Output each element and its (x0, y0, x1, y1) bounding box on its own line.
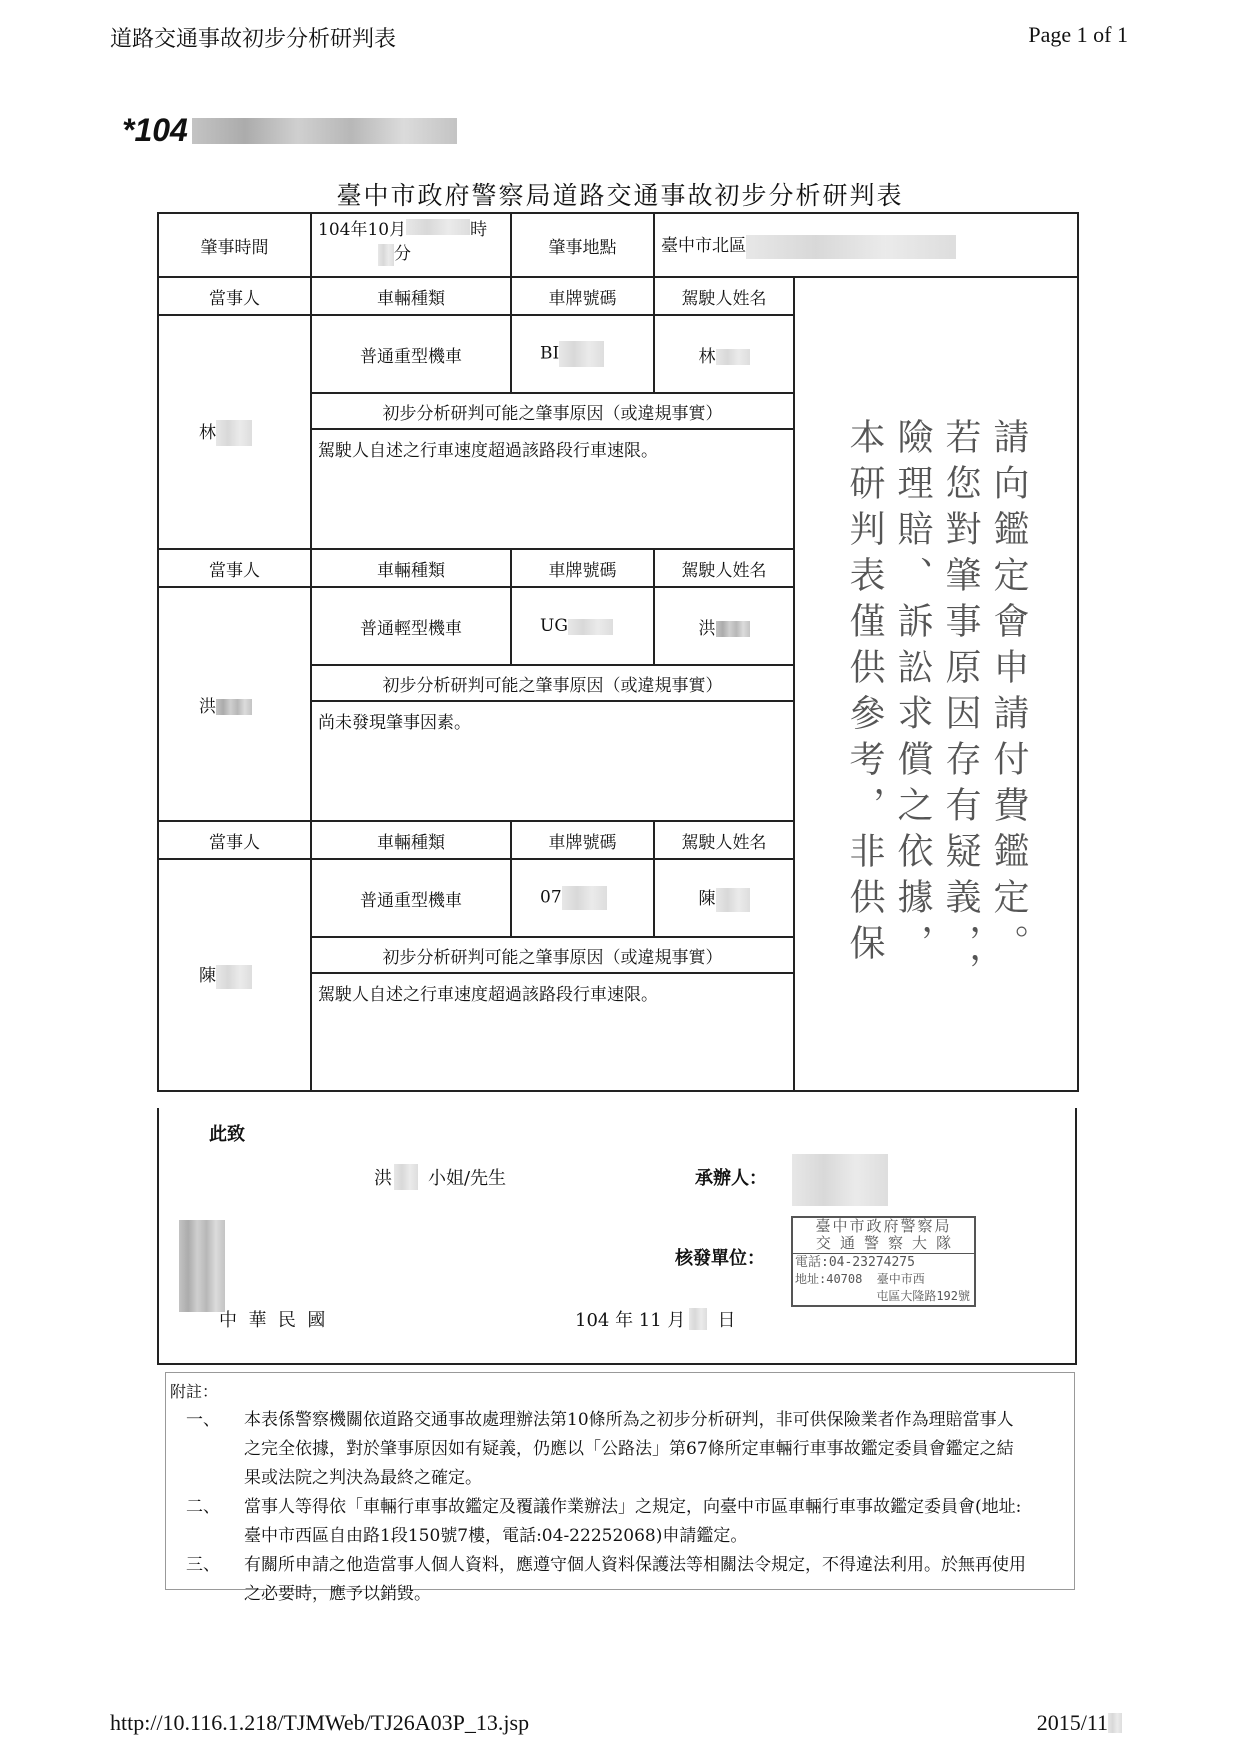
issuer-label: 核發單位： (675, 1248, 765, 1269)
stamp-phone: 電話:04-23274275 (795, 1255, 915, 1270)
plate-number: 07 (511, 859, 654, 937)
note-text: 本表係警察機關依道路交通事故處理辦法第10條所為之初步分析研判，非可供保險業者作為理賠當事人之完全依據，對於肇事原因如有疑義，仍應以「公路法」第67條所定車輛行車事故鑑定委員會鑑定之結果或法院之判決為最終之確定。 (244, 1410, 1014, 1488)
note-number: 一、 (186, 1410, 220, 1430)
print-footer-date: 2015/11 (1037, 1710, 1122, 1736)
driver-name-column-header: 駕駛人姓名 (654, 549, 794, 587)
note-number: 二、 (186, 1497, 220, 1517)
driver-name: 洪 (654, 587, 794, 665)
cause-text: 尚未發現肇事因素。 (311, 701, 794, 821)
vehicle-type-column-header: 車輛種類 (311, 549, 511, 587)
note-text: 有關所申請之他造當事人個人資料，應遵守個人資料保護法等相關法令規定，不得違法利用。於無再使用之必要時，應予以銷毀。 (244, 1555, 1026, 1604)
driver-name-column-header: 駕駛人姓名 (654, 277, 794, 315)
accident-analysis-table (157, 212, 1079, 1092)
driver-name: 陳 (654, 859, 794, 937)
party-name: 洪 (158, 587, 311, 821)
party-column-header: 當事人 (158, 821, 311, 859)
cause-text: 駕駛人自述之行車速度超過該路段行車速限。 (311, 429, 794, 549)
vehicle-type: 普通重型機車 (311, 859, 511, 937)
side-notice-line: 險理賠、訴訟求償之依據， (892, 418, 933, 970)
note-item (186, 1493, 1026, 1551)
handler-label: 承辦人： (695, 1168, 767, 1189)
redacted-document-number (192, 118, 457, 144)
print-header-title: 道路交通事故初步分析研判表 (110, 26, 397, 51)
plate-number: BI (511, 315, 654, 393)
party-name: 陳 (158, 859, 311, 1091)
notes-title: 附註： (170, 1382, 219, 1401)
form-title: 臺中市政府警察局道路交通事故初步分析研判表 (336, 181, 904, 210)
print-page-number: Page 1 of 1 (1028, 22, 1128, 47)
plate-number: UG (511, 587, 654, 665)
stamp-line: 交 通 警 察 大 隊 (793, 1235, 974, 1254)
plate-number-column-header: 車牌號碼 (511, 821, 654, 859)
party-column-header: 當事人 (158, 277, 311, 315)
party-header-row (158, 277, 1078, 315)
notes-section (165, 1372, 1075, 1604)
cause-header: 初步分析研判可能之肇事原因（或違規事實） (311, 665, 794, 701)
note-number: 三、 (186, 1555, 220, 1575)
recipient: 洪 小姐/先生 (374, 1164, 506, 1190)
side-notice-line: 請向鑑定會申請付費鑑定。 (988, 418, 1029, 970)
stamp-line: 臺中市政府警察局 (815, 1217, 952, 1235)
side-notice-line: 本研判表僅供參考，非供保 (844, 418, 885, 970)
vehicle-type: 普通重型機車 (311, 315, 511, 393)
accident-location-label: 肇事地點 (511, 213, 654, 277)
salutation: 此致 (209, 1124, 245, 1145)
print-footer-url: http://10.116.1.218/TJMWeb/TJ26A03P_13.jsp (110, 1710, 530, 1735)
accident-time-value: 104年10月 時 分 (311, 213, 511, 277)
accident-time-label: 肇事時間 (158, 213, 311, 277)
driver-name: 林 (654, 315, 794, 393)
issue-date: 104 年 11 月 日 (575, 1310, 736, 1331)
cause-text: 駕駛人自述之行車速度超過該路段行車速限。 (311, 973, 794, 1091)
note-item (186, 1406, 1026, 1493)
vehicle-type: 普通輕型機車 (311, 587, 511, 665)
party-column-header: 當事人 (158, 549, 311, 587)
side-notice (794, 277, 1078, 1091)
issuing-unit-stamp (791, 1216, 976, 1307)
stamp-address: 地址:40708 臺中市西 (795, 1272, 925, 1286)
cause-header: 初步分析研判可能之肇事原因（或違規事實） (311, 937, 794, 973)
redacted-seal (179, 1220, 225, 1312)
document-number-prefix: *104 (122, 112, 188, 148)
plate-number-column-header: 車牌號碼 (511, 549, 654, 587)
document-number (122, 112, 457, 149)
side-notice-line: 若您對肇事原因存有疑義，， (940, 418, 981, 998)
driver-name-column-header: 駕駛人姓名 (654, 821, 794, 859)
plate-number-column-header: 車牌號碼 (511, 277, 654, 315)
cause-header: 初步分析研判可能之肇事原因（或違規事實） (311, 393, 794, 429)
stamp-address: 屯區大隆路192號 (876, 1289, 970, 1303)
vehicle-type-column-header: 車輛種類 (311, 821, 511, 859)
party-name: 林 (158, 315, 311, 549)
note-item (186, 1551, 1026, 1609)
vehicle-type-column-header: 車輛種類 (311, 277, 511, 315)
redacted-handler-name (792, 1154, 888, 1206)
era-label: 中 華 民 國 (219, 1310, 326, 1331)
accident-location-value: 臺中市北區 (654, 213, 1078, 277)
note-text: 當事人等得依「車輛行車事故鑑定及覆議作業辦法」之規定，向臺中市區車輛行車事故鑑定委員會(地址:臺中市西區自由路1段150號7樓，電話:04-22252068)申請鑑定。 (244, 1497, 1022, 1546)
